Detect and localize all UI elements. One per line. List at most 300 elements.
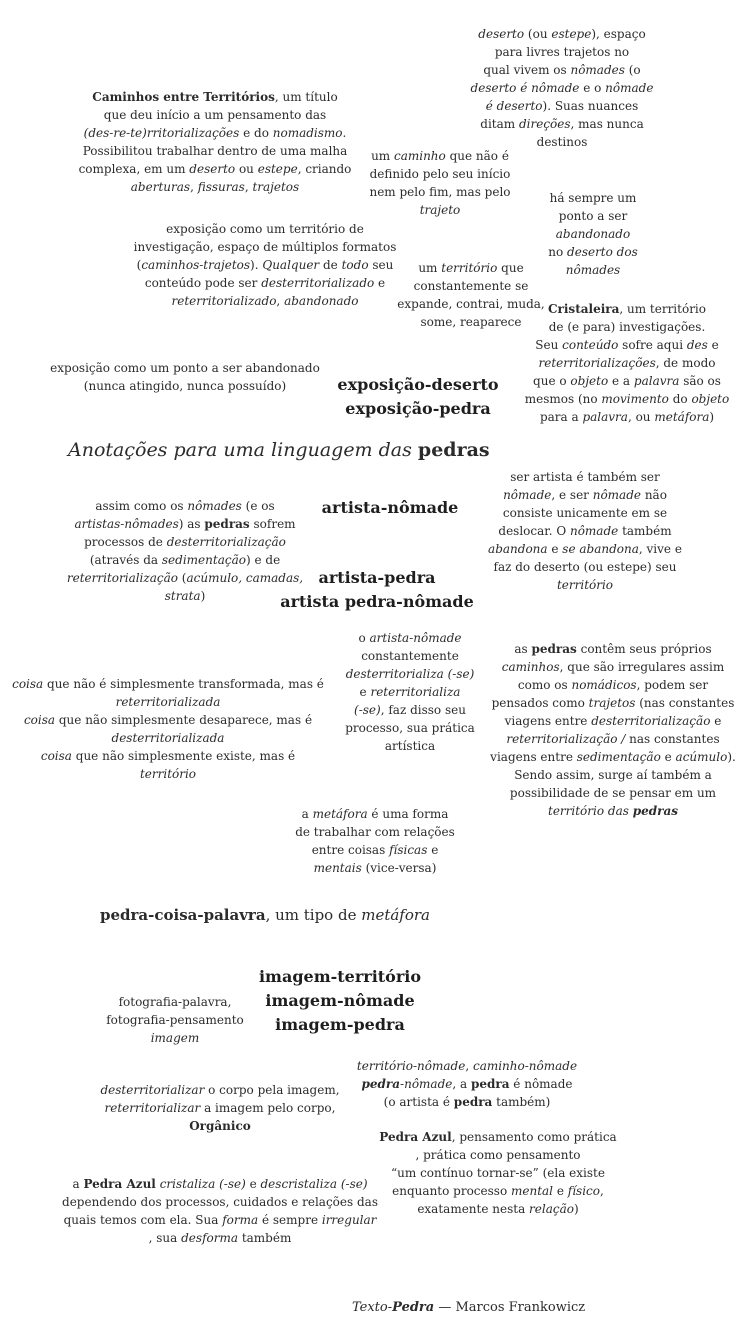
- note-text: caminho: [393, 149, 446, 163]
- note-line: [55, 1193, 385, 1211]
- note-text: físicas: [389, 843, 428, 857]
- main-title-bold: pedras: [417, 439, 490, 461]
- note-text: .: [342, 126, 347, 140]
- note-text: , um título: [274, 90, 338, 104]
- note-text: palavra: [633, 374, 680, 388]
- note-text: que o: [533, 374, 571, 388]
- pedra-coisa-palavra-mid: , um tipo de: [265, 906, 362, 924]
- note-text: desterritorializado: [261, 276, 375, 290]
- note-text: que não é simplesmente transformada, mas é: [43, 677, 324, 691]
- note-text: nômades: [187, 499, 242, 513]
- note-line: [376, 259, 566, 277]
- note-text: “um contínuo tornar-se” (ela existe: [391, 1166, 605, 1180]
- note-text: é nômade: [509, 1077, 573, 1091]
- note-pedra-azul-cristaliza: [55, 1175, 385, 1247]
- note-line: [528, 189, 658, 207]
- pedra-coisa-palavra-italic: metáfora: [361, 906, 431, 924]
- note-line: [8, 675, 328, 693]
- note-line: [40, 88, 390, 106]
- note-line: [350, 201, 530, 219]
- note-line: [330, 647, 490, 665]
- note-text: constantemente: [361, 649, 459, 663]
- note-text: destinos: [536, 135, 588, 149]
- note-line: [376, 277, 566, 295]
- note-text: coisa: [23, 713, 56, 727]
- note-text: são os: [679, 374, 721, 388]
- note-text: (-se): [354, 703, 381, 717]
- note-text: descristaliza (-se): [260, 1177, 368, 1191]
- note-line: [90, 1117, 350, 1135]
- footer-credit: [352, 1299, 585, 1317]
- note-text: ): [200, 589, 206, 603]
- note-line: [518, 354, 736, 372]
- heading-artista-pedra-1: artista-pedra: [318, 568, 436, 587]
- note-line: [350, 183, 530, 201]
- note-text: que deu início a um pensamento das: [103, 108, 327, 122]
- note-text: que não simplesmente desaparece, mas é: [55, 713, 313, 727]
- note-text: caminho-nômade: [472, 1059, 578, 1073]
- note-text: sofrem: [249, 517, 296, 531]
- note-text: possibilidade de se pensar em um: [509, 786, 717, 800]
- note-text: viagens entre: [504, 714, 592, 728]
- note-line: [372, 1128, 624, 1146]
- note-text: deserto: [470, 81, 517, 95]
- note-line: [462, 61, 662, 79]
- note-line: [50, 515, 320, 533]
- note-text: ditam: [480, 117, 519, 131]
- note-line: [40, 142, 390, 160]
- note-text: reterritorializada: [115, 695, 221, 709]
- note-text: , faz disso seu: [380, 703, 466, 717]
- note-text: entre coisas: [311, 843, 390, 857]
- note-text: , de modo: [655, 356, 716, 370]
- note-text: palavra: [582, 410, 628, 424]
- note-line: [280, 805, 470, 823]
- note-text: mentais: [313, 861, 362, 875]
- note-text: Sendo assim, surge aí também a: [514, 768, 712, 782]
- note-text: ,: [244, 180, 253, 194]
- note-text: conteúdo pode ser: [144, 276, 262, 290]
- note-text: ,: [190, 180, 198, 194]
- note-text: desforma: [181, 1231, 239, 1245]
- note-text: -nômade: [400, 1077, 453, 1091]
- note-line: [90, 1099, 350, 1117]
- note-text: reterritorializado: [171, 294, 277, 308]
- note-line: [95, 1011, 255, 1029]
- note-text: também): [492, 1095, 551, 1109]
- note-text: (: [136, 258, 142, 272]
- note-text: um: [371, 149, 394, 163]
- note-text: pensados como: [491, 696, 589, 710]
- note-line: [488, 766, 738, 784]
- note-line: [330, 629, 490, 647]
- note-text: sedimentação: [576, 750, 661, 764]
- note-text: ser artista é também ser: [510, 470, 660, 484]
- note-text: se abandona: [562, 542, 639, 556]
- note-line: [488, 802, 738, 820]
- note-text: constantemente se: [413, 279, 529, 293]
- note-line: [518, 408, 736, 426]
- footer-bold-italic: Pedra: [392, 1300, 435, 1315]
- pedra-coisa-palavra-bold: pedra-coisa-palavra: [100, 906, 266, 924]
- heading-exposicao-deserto: exposição-deserto: [337, 375, 499, 394]
- note-text: enquanto processo: [392, 1184, 511, 1198]
- note-text: no: [548, 245, 568, 259]
- note-text: contêm seus próprios: [576, 642, 712, 656]
- note-text: , ou: [627, 410, 655, 424]
- note-line: [40, 106, 390, 124]
- note-text: artista-nômade: [369, 631, 462, 645]
- note-text: ).: [250, 258, 263, 272]
- note-text: Possibilitou trabalhar dentro de uma malha: [82, 144, 348, 158]
- note-text: estepe: [551, 27, 592, 41]
- note-line: [330, 701, 490, 719]
- note-text: exposição como um ponto a ser abandonado: [50, 361, 320, 375]
- note-text: Seu: [535, 338, 563, 352]
- note-line: [480, 522, 690, 540]
- note-line: [40, 160, 390, 178]
- note-text: (nas constantes: [635, 696, 735, 710]
- note-text: , vive e: [638, 542, 682, 556]
- note-line: [330, 719, 490, 737]
- heading-exposicao: [318, 373, 518, 421]
- note-text: território: [556, 578, 614, 592]
- note-text: ponto a ser: [558, 209, 628, 223]
- note-text: nômade: [592, 488, 641, 502]
- note-text: , a: [452, 1077, 471, 1091]
- note-text: coisa: [40, 749, 72, 763]
- note-text: de (e para) investigações.: [548, 320, 706, 334]
- note-ser-artista: [480, 468, 690, 594]
- note-line: [528, 225, 658, 243]
- note-text: mesmos (no: [524, 392, 602, 406]
- footer-rest: — Marcos Frankowicz: [434, 1300, 586, 1315]
- note-fotografia: [95, 993, 255, 1047]
- note-text: Qualquer: [262, 258, 320, 272]
- note-line: [8, 711, 328, 729]
- note-text: exposição como um território de: [166, 222, 364, 236]
- note-text: trajetos: [588, 696, 636, 710]
- note-text: , podem ser: [636, 678, 709, 692]
- note-text: que não é: [445, 149, 509, 163]
- note-line: [50, 497, 320, 515]
- note-text: do: [668, 392, 692, 406]
- note-text: todo: [341, 258, 369, 272]
- note-text: dependendo dos processos, cuidados e relações das: [62, 1195, 378, 1209]
- note-line: [352, 1093, 582, 1111]
- note-territorio-nomade: [352, 1057, 582, 1111]
- note-text: a: [72, 1177, 84, 1191]
- heading-artista-pedra-2: artista pedra-nômade: [280, 592, 474, 611]
- note-exposicao-ponto: [20, 359, 350, 395]
- note-line: [350, 147, 530, 165]
- note-text: , sua: [148, 1231, 182, 1245]
- note-text: acúmulo: [675, 750, 728, 764]
- note-line: [352, 1075, 582, 1093]
- note-text: direções: [518, 117, 571, 131]
- note-text: aberturas: [130, 180, 191, 194]
- note-text: o: [358, 631, 370, 645]
- note-text: sedimentação: [161, 553, 246, 567]
- note-line: [488, 784, 738, 802]
- note-text: nem pelo fim, mas pelo: [369, 185, 511, 199]
- note-text: desterritorializada: [111, 731, 225, 745]
- note-text: coisa: [12, 677, 44, 691]
- note-text: o corpo pela imagem,: [204, 1083, 340, 1097]
- note-text: pedra: [453, 1095, 493, 1109]
- note-um-caminho: [350, 147, 530, 219]
- note-line: [372, 1164, 624, 1182]
- note-line: [518, 336, 736, 354]
- note-text: artística: [384, 739, 436, 753]
- note-text: nomadismo: [272, 126, 343, 140]
- note-text: nas constantes: [625, 732, 720, 746]
- note-text: , mas nunca: [570, 117, 644, 131]
- heading-artista-nomade: [300, 496, 480, 520]
- note-line: [330, 737, 490, 755]
- note-text: ). Suas nuances: [542, 99, 639, 113]
- note-text: metáfora: [312, 807, 368, 821]
- note-text: (o: [624, 63, 641, 77]
- note-text: Cristaleira: [548, 302, 620, 316]
- note-text: , pensamento como prática: [451, 1130, 617, 1144]
- note-text: Pedra Azul: [379, 1130, 452, 1144]
- note-line: [480, 540, 690, 558]
- note-as-pedras-contem: [488, 640, 738, 820]
- footer-italic: Texto-: [352, 1300, 393, 1315]
- note-text: desterritorialização: [591, 714, 711, 728]
- note-text: e: [660, 750, 676, 764]
- note-text: quais temos com ela. Sua: [63, 1213, 223, 1227]
- note-text: viagens entre: [490, 750, 577, 764]
- note-text: também: [618, 524, 672, 538]
- note-text: sofre aqui: [618, 338, 687, 352]
- note-text: pedra: [470, 1077, 510, 1091]
- note-line: [488, 712, 738, 730]
- note-text: de trabalhar com relações: [295, 825, 455, 839]
- note-line: [518, 372, 736, 390]
- note-line: [8, 693, 328, 711]
- note-line: [90, 1081, 350, 1099]
- note-text: desterritorializa (-se): [345, 667, 475, 681]
- heading-imagem-pedra: imagem-pedra: [275, 1015, 405, 1034]
- note-line: [350, 165, 530, 183]
- note-text: mental: [510, 1184, 554, 1198]
- note-text: e: [427, 843, 439, 857]
- heading-imagem-nomade: imagem-nômade: [265, 991, 415, 1010]
- note-text: pedras: [632, 804, 678, 818]
- note-text: a imagem pelo corpo,: [200, 1101, 336, 1115]
- note-line: [8, 765, 328, 783]
- note-text: assim como os: [95, 499, 188, 513]
- note-text: (e os: [241, 499, 275, 513]
- note-text: pedras: [531, 642, 577, 656]
- note-text: e o: [579, 81, 606, 95]
- note-line: [488, 694, 738, 712]
- note-text: strata: [164, 589, 201, 603]
- note-text: irregular: [321, 1213, 377, 1227]
- note-text: cristaliza (-se): [159, 1177, 246, 1191]
- note-text: caminhos-trajetos: [141, 258, 251, 272]
- note-o-artista-nomade: [330, 629, 490, 755]
- note-text: território-nômade: [356, 1059, 466, 1073]
- note-line: [100, 220, 430, 238]
- note-text: , que são irregulares assim: [559, 660, 725, 674]
- note-text: e: [245, 1177, 261, 1191]
- note-text: é sempre: [258, 1213, 322, 1227]
- note-line: [95, 993, 255, 1011]
- note-text: processo, sua prática: [345, 721, 475, 735]
- note-line: [480, 558, 690, 576]
- note-text: ) e de: [245, 553, 281, 567]
- note-coisa: [8, 675, 328, 783]
- note-line: [372, 1182, 624, 1200]
- note-text: artistas-nômades: [74, 517, 179, 531]
- note-text: processos de: [84, 535, 167, 549]
- note-text: ).: [727, 750, 736, 764]
- note-text: ) as: [178, 517, 205, 531]
- note-text: e: [553, 1184, 568, 1198]
- note-text: para a: [539, 410, 583, 424]
- note-line: [20, 359, 350, 377]
- note-text: território das: [548, 804, 633, 818]
- note-text: ,: [599, 1184, 604, 1198]
- note-text: objeto: [691, 392, 730, 406]
- note-cristaleira: [518, 300, 736, 426]
- note-text: e: [359, 685, 371, 699]
- note-text: (vice-versa): [361, 861, 437, 875]
- note-text: faz do deserto (ou estepe) seu: [493, 560, 677, 574]
- note-text: que não simplesmente existe, mas é: [71, 749, 296, 763]
- note-text: movimento: [601, 392, 669, 406]
- pedra-coisa-palavra: [100, 904, 430, 926]
- note-desterritorializar-corpo: [90, 1081, 350, 1135]
- note-text: reterritorializações: [538, 356, 656, 370]
- note-line: [8, 747, 328, 765]
- note-text: pedras: [204, 517, 250, 531]
- note-text: investigação, espaço de múltiplos formatos: [133, 240, 397, 254]
- note-text: território: [139, 767, 197, 781]
- note-text: deserto: [189, 162, 236, 176]
- note-text: , e ser: [551, 488, 593, 502]
- note-text: trajetos: [252, 180, 300, 194]
- note-text: caminhos: [501, 660, 560, 674]
- note-text: fissuras: [197, 180, 245, 194]
- note-text: (des-re-te)rritorializações: [83, 126, 240, 140]
- note-caminhos-entre-territorios: [40, 88, 390, 196]
- note-text: acúmulo, camadas,: [186, 571, 304, 585]
- note-text: ,: [276, 294, 285, 308]
- note-line: [462, 79, 662, 97]
- note-text: imagem: [150, 1031, 200, 1045]
- note-line: [480, 468, 690, 486]
- note-text: nômade: [569, 524, 619, 538]
- note-text: relação: [529, 1202, 574, 1216]
- note-text: ): [709, 410, 715, 424]
- note-line: [480, 576, 690, 594]
- note-text: para livres trajetos no: [494, 45, 630, 59]
- note-line: [372, 1200, 624, 1218]
- note-text: há sempre um: [549, 191, 637, 205]
- note-line: [488, 658, 738, 676]
- note-text: expande, contrai, muda,: [397, 297, 545, 311]
- note-line: [518, 318, 736, 336]
- note-text: desterritorializar: [100, 1083, 205, 1097]
- note-line: [330, 683, 490, 701]
- note-text: de: [319, 258, 342, 272]
- note-deserto-estepe: [462, 25, 662, 151]
- note-text: nômade: [503, 488, 552, 502]
- note-text: território: [441, 261, 498, 275]
- note-text: Orgânico: [189, 1119, 251, 1133]
- note-line: [40, 124, 390, 142]
- note-text: estepe: [257, 162, 298, 176]
- note-line: [95, 1029, 255, 1047]
- note-line: [20, 377, 350, 395]
- note-text: reterritorialização: [66, 571, 178, 585]
- heading-imagem-territorio: imagem-território: [258, 967, 422, 986]
- note-text: nômade: [605, 81, 654, 95]
- note-text: abandonado: [284, 294, 359, 308]
- note-line: [462, 43, 662, 61]
- note-text: (: [177, 571, 187, 585]
- note-text: , criando: [297, 162, 352, 176]
- note-text: reterritorializar: [104, 1101, 201, 1115]
- note-text: também: [238, 1231, 292, 1245]
- note-pedra-azul-pensamento: [372, 1128, 624, 1218]
- note-line: [372, 1146, 624, 1164]
- note-text: fotografia-pensamento: [106, 1013, 244, 1027]
- note-text: ou: [235, 162, 258, 176]
- note-text: ): [573, 1202, 579, 1216]
- note-text: nomádicos: [571, 678, 637, 692]
- note-text: (nunca atingido, nunca possuído): [83, 379, 287, 393]
- note-text: físico: [567, 1184, 600, 1198]
- note-line: [280, 841, 470, 859]
- note-line: [55, 1229, 385, 1247]
- note-line: [480, 486, 690, 504]
- heading-exposicao-pedra: exposição-pedra: [345, 399, 491, 418]
- note-line: [55, 1175, 385, 1193]
- note-text: qual vivem os: [483, 63, 571, 77]
- note-text: e: [707, 338, 719, 352]
- note-line: [462, 25, 662, 43]
- note-text: seu: [368, 258, 394, 272]
- note-text: e a: [608, 374, 634, 388]
- note-metafora: [280, 805, 470, 877]
- note-text: e: [710, 714, 722, 728]
- note-text: (o artista é: [383, 1095, 454, 1109]
- note-line: [462, 115, 662, 133]
- note-text: deslocar. O: [498, 524, 570, 538]
- note-line: [280, 859, 470, 877]
- note-text: some, reaparece: [420, 315, 522, 329]
- note-text: , prática como pensamento: [415, 1148, 581, 1162]
- note-text: reterritorializa: [370, 685, 461, 699]
- note-line: [488, 730, 738, 748]
- main-title-text: Anotações para uma linguagem das: [68, 439, 418, 461]
- note-line: [518, 390, 736, 408]
- note-text: (através da: [89, 553, 162, 567]
- note-line: [55, 1211, 385, 1229]
- note-line: [488, 748, 738, 766]
- note-text: deserto dos: [567, 245, 638, 259]
- note-text: metáfora: [654, 410, 710, 424]
- note-text: que: [497, 261, 524, 275]
- note-line: [518, 300, 736, 318]
- note-text: e do: [239, 126, 273, 140]
- note-text: é nômade: [520, 81, 580, 95]
